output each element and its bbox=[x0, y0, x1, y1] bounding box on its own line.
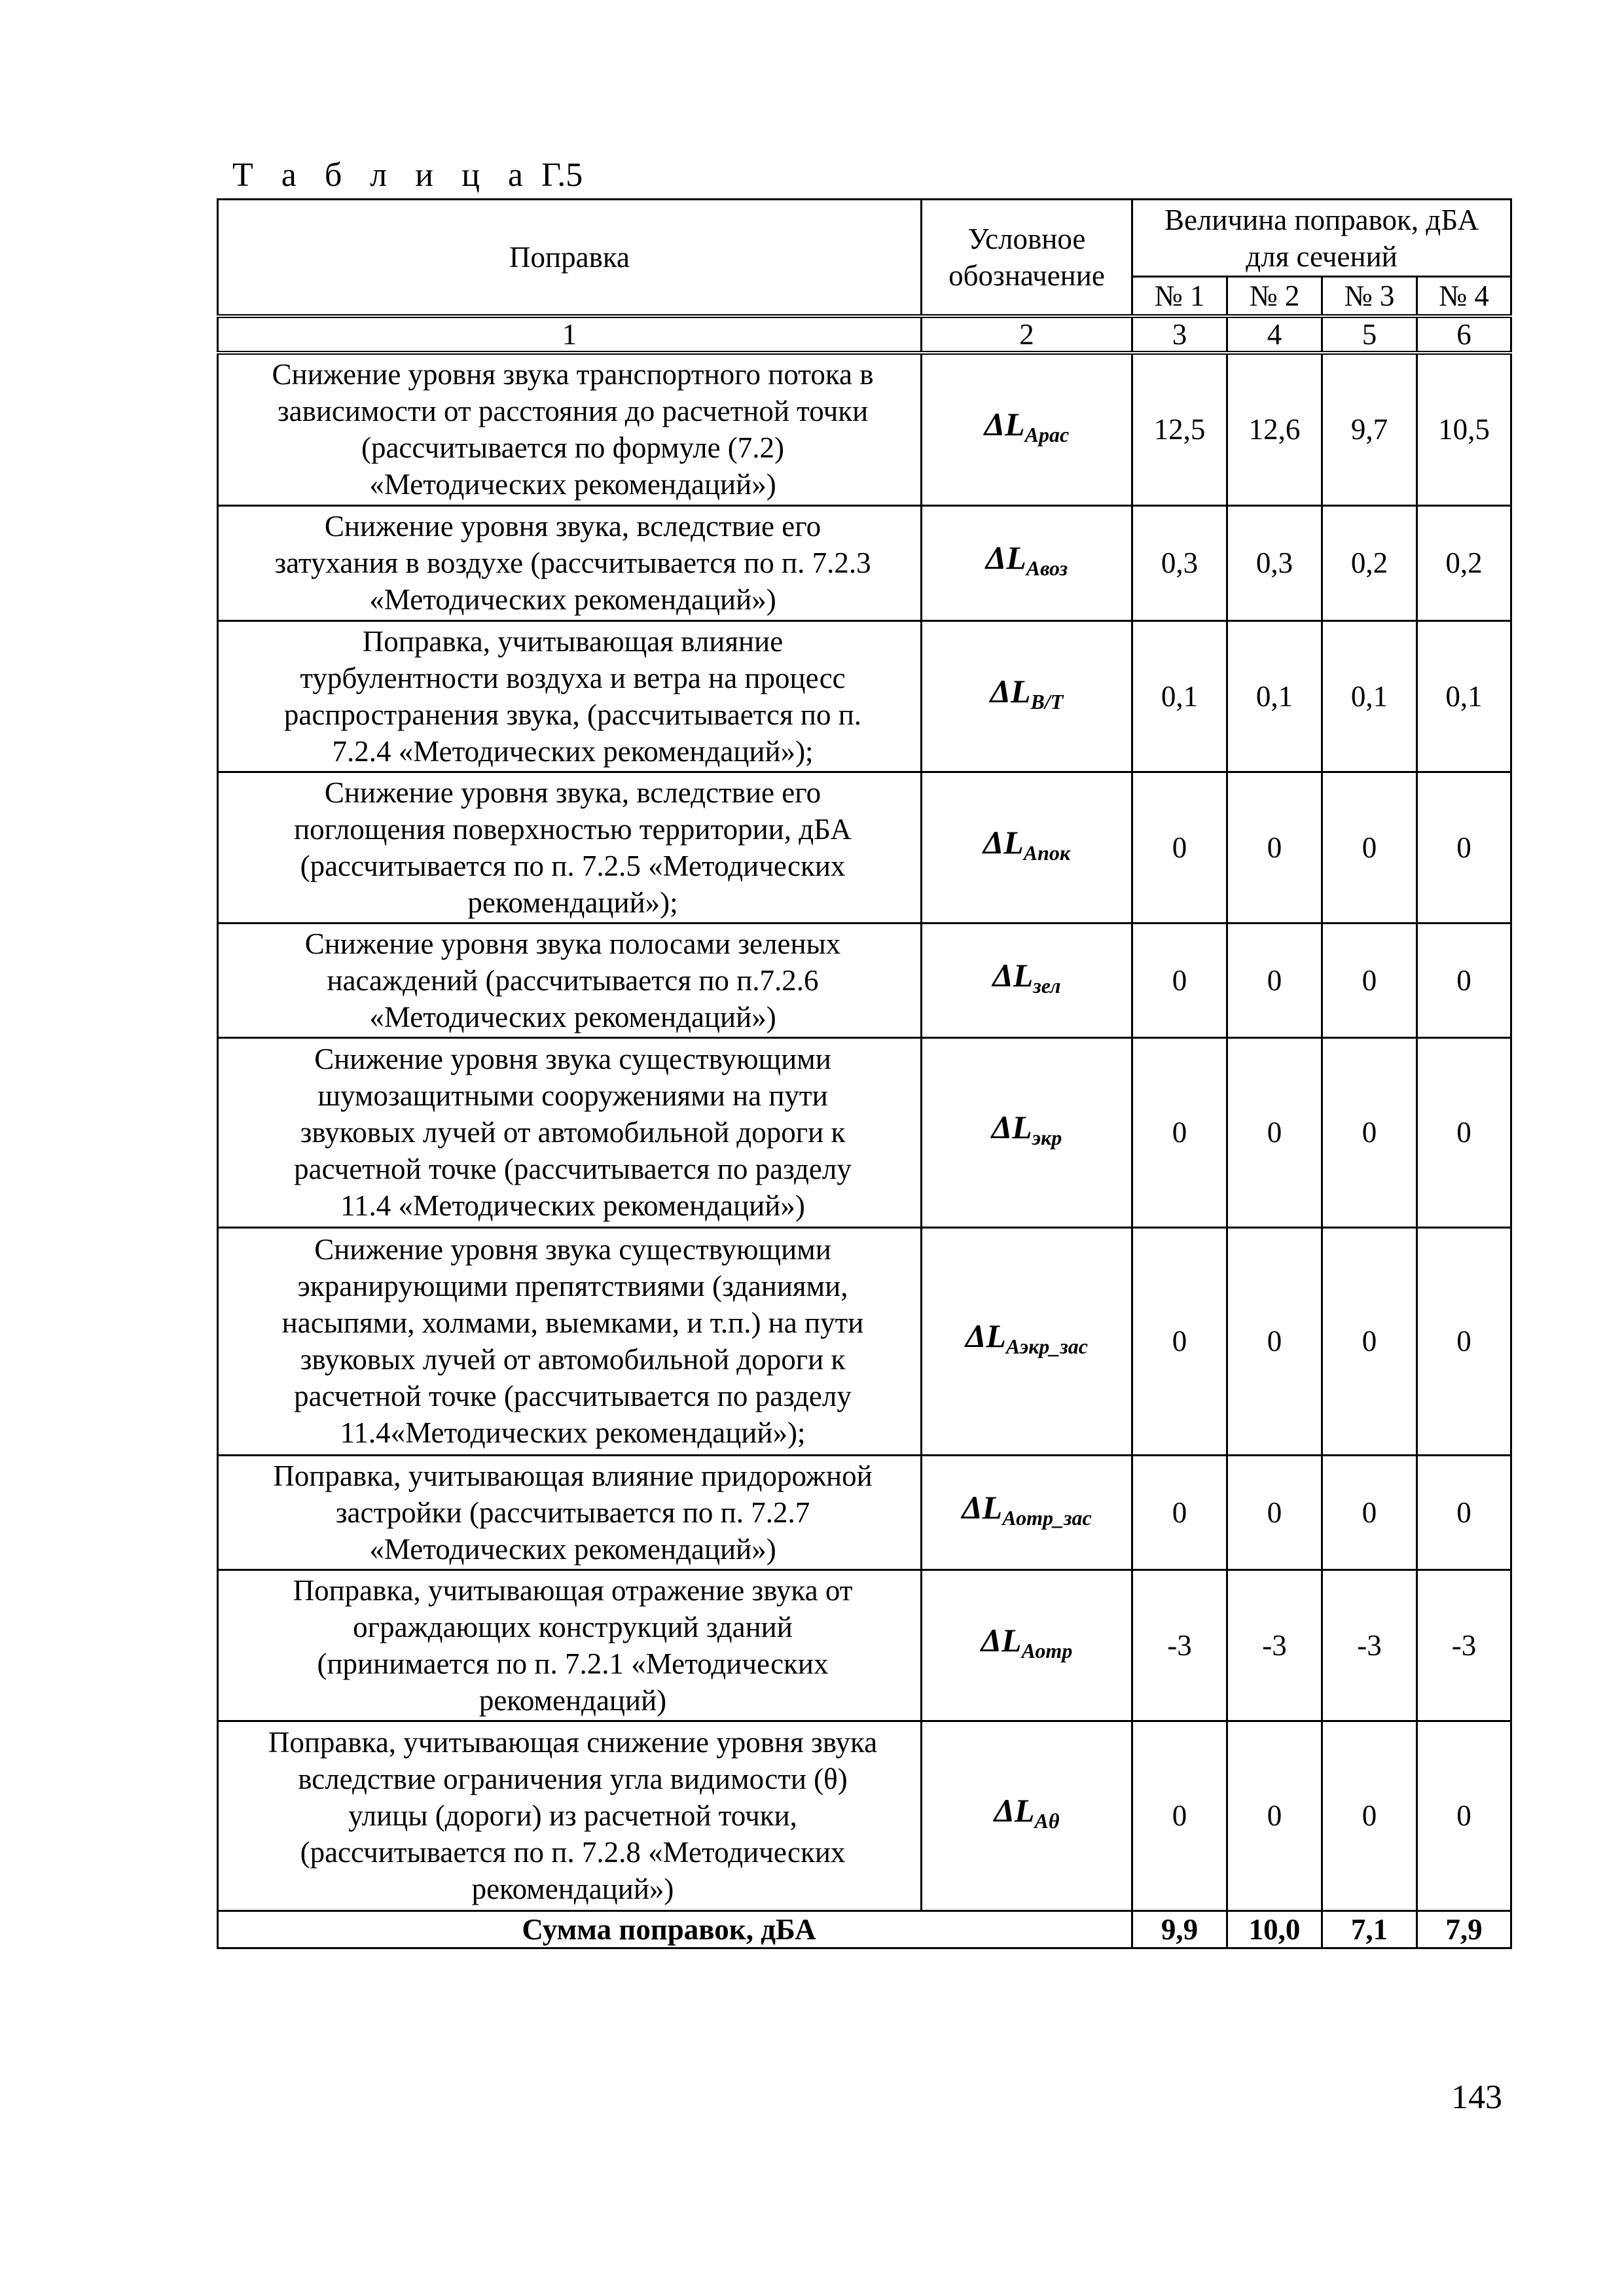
table-row bbox=[218, 505, 1511, 620]
column-number-2: 2 bbox=[922, 316, 1132, 353]
symbol-base: ΔL bbox=[962, 1488, 1003, 1526]
symbol-subscript: Арас bbox=[1024, 423, 1070, 447]
value-section-3: -3 bbox=[1322, 1570, 1417, 1721]
value-section-1: 0 bbox=[1132, 1721, 1227, 1910]
caption-number: Г.5 bbox=[541, 156, 583, 194]
table-row bbox=[218, 1570, 1511, 1721]
description-line: «Методических рекомендаций») bbox=[369, 1532, 776, 1566]
symbol-subscript: экр bbox=[1032, 1126, 1062, 1149]
description-line: Поправка, учитывающая отражение звука от bbox=[293, 1573, 853, 1607]
symbol-subscript: Аэкр_зас bbox=[1005, 1335, 1088, 1358]
value-section-1: 12,5 bbox=[1132, 353, 1227, 505]
table-row bbox=[218, 1037, 1511, 1227]
description-line: «Методических рекомендаций») bbox=[369, 468, 776, 501]
correction-description bbox=[218, 1455, 922, 1570]
correction-symbol bbox=[922, 505, 1132, 620]
header-designation bbox=[922, 200, 1132, 317]
correction-description bbox=[218, 1227, 922, 1455]
total-value-section-4: 7,9 bbox=[1417, 1910, 1511, 1948]
value-section-3: 0 bbox=[1322, 1227, 1417, 1455]
header-section-2: № 2 bbox=[1227, 277, 1322, 317]
value-section-4: 0 bbox=[1417, 923, 1511, 1037]
symbol-subscript: Авоз bbox=[1026, 556, 1068, 580]
column-number-5: 5 bbox=[1322, 316, 1417, 353]
value-section-2: 0,1 bbox=[1227, 620, 1322, 772]
caption-word: Т а б л и ц а bbox=[232, 156, 533, 194]
description-line: 7.2.4 «Методических рекомендаций»); bbox=[332, 734, 814, 768]
symbol-subscript: зел bbox=[1033, 973, 1061, 997]
value-section-3: 0 bbox=[1322, 1037, 1417, 1227]
total-label: Сумма поправок, дБА bbox=[218, 1910, 1132, 1948]
header-correction: Поправка bbox=[218, 200, 922, 317]
page-number: 143 bbox=[1451, 2079, 1502, 2116]
description-line: экранирующими препятствиями (зданиями, bbox=[297, 1270, 848, 1302]
value-section-2: -3 bbox=[1227, 1570, 1322, 1721]
value-section-4: 10,5 bbox=[1417, 353, 1511, 505]
correction-symbol bbox=[922, 620, 1132, 772]
description-line: (рассчитывается по формуле (7.2) bbox=[361, 431, 785, 465]
correction-symbol bbox=[922, 353, 1132, 505]
total-value-section-1: 9,9 bbox=[1132, 1910, 1227, 1948]
table-row bbox=[218, 1721, 1511, 1910]
description-line: Снижение уровня звука, вследствие его bbox=[324, 510, 821, 543]
correction-description bbox=[218, 1721, 922, 1910]
total-row bbox=[218, 1910, 1511, 1948]
description-line: поглощения поверхностью территории, дБА bbox=[294, 812, 852, 846]
description-line: (рассчитывается по п. 7.2.5 «Методических bbox=[300, 849, 846, 882]
column-number-4: 4 bbox=[1227, 316, 1322, 353]
symbol-subscript: Аотр_зас bbox=[1002, 1505, 1092, 1530]
value-section-2: 0 bbox=[1227, 923, 1322, 1037]
correction-symbol bbox=[922, 1455, 1132, 1570]
value-section-1: 0 bbox=[1132, 923, 1227, 1037]
description-line: (принимается по п. 7.2.1 «Методических bbox=[317, 1647, 829, 1680]
correction-symbol bbox=[922, 772, 1132, 923]
value-section-1: 0 bbox=[1132, 772, 1227, 923]
table-caption bbox=[232, 156, 583, 195]
description-line: «Методических рекомендаций») bbox=[369, 583, 776, 616]
header-designation-line2: обозначение bbox=[948, 259, 1105, 292]
corrections-table bbox=[217, 198, 1512, 1949]
correction-symbol bbox=[922, 1227, 1132, 1455]
value-section-3: 0 bbox=[1322, 1721, 1417, 1910]
correction-symbol bbox=[922, 923, 1132, 1037]
table-row bbox=[218, 772, 1511, 923]
correction-symbol bbox=[922, 1570, 1132, 1721]
description-line: звуковых лучей от автомобильной дороги к bbox=[300, 1116, 846, 1149]
value-section-2: 0 bbox=[1227, 772, 1322, 923]
value-section-1: 0,3 bbox=[1132, 505, 1227, 620]
symbol-base: ΔL bbox=[981, 1621, 1022, 1659]
symbol-base: ΔL bbox=[991, 1109, 1032, 1145]
value-section-3: 0 bbox=[1322, 1455, 1417, 1570]
description-line: зависимости от расстояния до расчетной точки bbox=[277, 395, 869, 428]
value-section-1: 0 bbox=[1132, 1037, 1227, 1227]
description-line: 11.4 «Методических рекомендаций») bbox=[340, 1189, 805, 1222]
symbol-subscript: Аотр bbox=[1021, 1638, 1073, 1662]
symbol-base: ΔL bbox=[983, 823, 1024, 861]
correction-description bbox=[218, 1037, 922, 1227]
value-section-2: 0,3 bbox=[1227, 505, 1322, 620]
symbol-subscript: В/Т bbox=[1030, 689, 1064, 713]
symbol-base: ΔL bbox=[992, 956, 1034, 994]
value-section-4: 0,2 bbox=[1417, 505, 1511, 620]
description-line: расчетной точке (рассчитывается по разделу bbox=[294, 1153, 852, 1185]
total-value-section-2: 10,0 bbox=[1227, 1910, 1322, 1948]
table-row bbox=[218, 353, 1511, 505]
value-section-3: 0,1 bbox=[1322, 620, 1417, 772]
column-numbers-row bbox=[218, 316, 1511, 353]
correction-description bbox=[218, 620, 922, 772]
header-values-line2: для сечений bbox=[1246, 240, 1398, 273]
value-section-4: 0 bbox=[1417, 1455, 1511, 1570]
table-row bbox=[218, 1455, 1511, 1570]
description-line: Снижение уровня звука, вследствие его bbox=[324, 776, 821, 809]
value-section-1: -3 bbox=[1132, 1570, 1227, 1721]
total-value-section-3: 7,1 bbox=[1322, 1910, 1417, 1948]
column-number-1: 1 bbox=[218, 316, 922, 353]
description-line: Снижение уровня звука полосами зеленых bbox=[304, 927, 841, 960]
description-line: насыпями, холмами, выемками, и т.п.) на пути bbox=[281, 1306, 864, 1339]
symbol-base: ΔL bbox=[994, 1792, 1035, 1829]
description-line: Поправка, учитывающая влияние придорожной bbox=[273, 1459, 873, 1492]
correction-symbol bbox=[922, 1721, 1132, 1910]
symbol-subscript: Апок bbox=[1023, 840, 1071, 865]
value-section-4: 0 bbox=[1417, 1227, 1511, 1455]
table-row bbox=[218, 1227, 1511, 1455]
header-values bbox=[1132, 200, 1511, 277]
value-section-3: 0,2 bbox=[1322, 505, 1417, 620]
correction-description bbox=[218, 772, 922, 923]
correction-description bbox=[218, 505, 922, 620]
header-values-line1: Величина поправок, дБА bbox=[1164, 203, 1479, 236]
correction-description bbox=[218, 1570, 922, 1721]
description-line: «Методических рекомендаций») bbox=[369, 1000, 776, 1033]
value-section-3: 9,7 bbox=[1322, 353, 1417, 505]
header-section-3: № 3 bbox=[1322, 277, 1417, 317]
value-section-3: 0 bbox=[1322, 923, 1417, 1037]
description-line: рекомендаций») bbox=[471, 1873, 674, 1905]
description-line: турбулентности воздуха и ветра на процесс bbox=[300, 661, 846, 694]
description-line: насаждений (рассчитывается по п.7.2.6 bbox=[327, 963, 819, 997]
table-row bbox=[218, 923, 1511, 1037]
description-line: звуковых лучей от автомобильной дороги к bbox=[300, 1343, 846, 1376]
description-line: ограждающих конструкций зданий bbox=[353, 1610, 793, 1643]
value-section-1: 0,1 bbox=[1132, 620, 1227, 772]
description-line: Снижение уровня звука существующими bbox=[314, 1043, 831, 1075]
description-line: расчетной точке (рассчитывается по разделу bbox=[294, 1380, 852, 1412]
header-row bbox=[218, 200, 1511, 277]
description-line: улицы (дороги) из расчетной точки, bbox=[348, 1799, 797, 1832]
header-section-1: № 1 bbox=[1132, 277, 1227, 317]
value-section-3: 0 bbox=[1322, 772, 1417, 923]
description-line: распространения звука, (рассчитывается по п. bbox=[283, 698, 862, 731]
description-line: рекомендаций) bbox=[478, 1683, 667, 1717]
table-body bbox=[218, 200, 1511, 1948]
symbol-base: ΔL bbox=[985, 539, 1026, 576]
description-line: Снижение уровня звука транспортного потока в bbox=[272, 358, 874, 391]
correction-description bbox=[218, 923, 922, 1037]
value-section-1: 0 bbox=[1132, 1227, 1227, 1455]
correction-symbol bbox=[922, 1037, 1132, 1227]
description-line: застройки (рассчитывается по п. 7.2.7 bbox=[335, 1496, 810, 1529]
value-section-2: 0 bbox=[1227, 1037, 1322, 1227]
column-number-6: 6 bbox=[1417, 316, 1511, 353]
symbol-base: ΔL bbox=[990, 672, 1031, 709]
value-section-4: 0 bbox=[1417, 772, 1511, 923]
table-row bbox=[218, 620, 1511, 772]
description-line: затухания в воздухе (рассчитывается по п. 7.2.3 bbox=[274, 547, 871, 579]
value-section-1: 0 bbox=[1132, 1455, 1227, 1570]
symbol-base: ΔL bbox=[965, 1318, 1006, 1354]
value-section-2: 0 bbox=[1227, 1455, 1322, 1570]
description-line: шумозащитными сооружениями на пути bbox=[317, 1079, 828, 1112]
value-section-2: 0 bbox=[1227, 1721, 1322, 1910]
header-designation-line1: Условное bbox=[967, 223, 1086, 255]
description-line: Снижение уровня звука существующими bbox=[314, 1233, 831, 1266]
description-line: 11.4«Методических рекомендаций»); bbox=[340, 1416, 806, 1449]
symbol-subscript: Аθ bbox=[1034, 1809, 1060, 1833]
description-line: вследствие ограничения угла видимости (θ) bbox=[298, 1763, 848, 1795]
header-section-4: № 4 bbox=[1417, 277, 1511, 317]
value-section-4: 0,1 bbox=[1417, 620, 1511, 772]
correction-description bbox=[218, 353, 922, 505]
description-line: Поправка, учитывающая влияние bbox=[362, 624, 784, 658]
description-line: (рассчитывается по п. 7.2.8 «Методических bbox=[300, 1836, 846, 1869]
symbol-base: ΔL bbox=[984, 406, 1025, 443]
column-number-3: 3 bbox=[1132, 316, 1227, 353]
description-line: Поправка, учитывающая снижение уровня звука bbox=[268, 1726, 878, 1759]
value-section-2: 0 bbox=[1227, 1227, 1322, 1455]
value-section-2: 12,6 bbox=[1227, 353, 1322, 505]
value-section-4: -3 bbox=[1417, 1570, 1511, 1721]
value-section-4: 0 bbox=[1417, 1721, 1511, 1910]
value-section-4: 0 bbox=[1417, 1037, 1511, 1227]
description-line: рекомендаций»); bbox=[467, 886, 678, 919]
